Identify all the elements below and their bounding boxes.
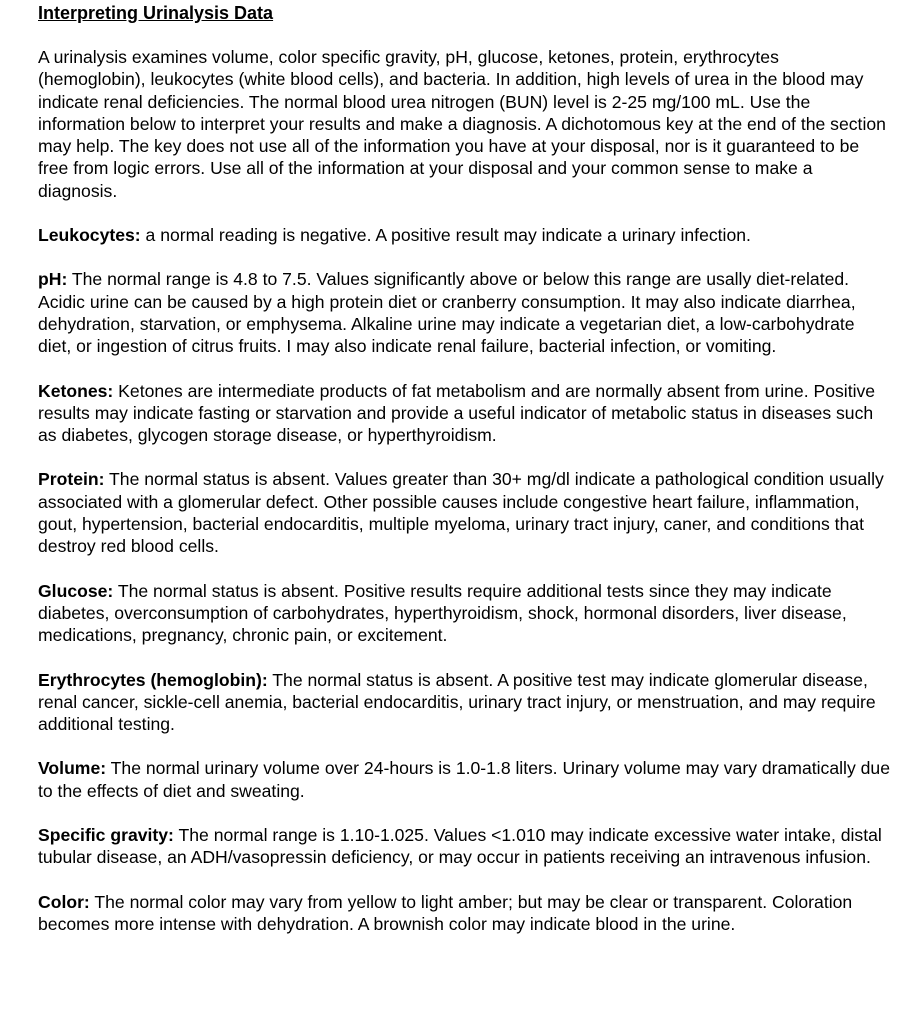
section-specific-gravity bbox=[38, 824, 890, 869]
section-volume bbox=[38, 757, 890, 802]
section-label: Glucose: bbox=[38, 580, 114, 601]
section-text: The normal color may vary from yellow to light amber; but may be clear or transparent. Coloration becomes more intense with dehydration. A brownish color may indicate blood in the urine. bbox=[38, 891, 853, 934]
section-ph bbox=[38, 268, 890, 357]
section-text: The normal range is 1.10-1.025. Values <1.010 may indicate excessive water intake, distal tubular disease, an ADH/vasopressin deficiency, or may occur in patients receiving an intravenous infusion. bbox=[38, 825, 882, 868]
section-color bbox=[38, 891, 890, 936]
section-text: The normal range is 4.8 to 7.5. Values significantly above or below this range are usally diet-related. Acidic urine can be caused by a high protein diet or cranberry consumption. It may also indicate diarrhea, dehydration, starvation, or emphysema. Alkaline urine may indicate a vegetarian diet, a low-carbohydrate diet, or ingestion of citrus fruits. I may also indicate renal failure, bacterial infection, or vomiting. bbox=[38, 269, 856, 357]
section-text: The normal status is absent. Values greater than 30+ mg/dl indicate a pathological condition usually associated with a glomerular defect. Other possible causes include congestive heart failure, inflammation, gout, hypertension, bacterial endocarditis, multiple myeloma, urinary tract injury, caner, and conditions that destroy red blood cells. bbox=[38, 469, 884, 557]
section-label: Ketones: bbox=[38, 380, 114, 401]
section-glucose bbox=[38, 580, 890, 647]
section-leukocytes bbox=[38, 224, 890, 246]
section-text: a normal reading is negative. A positive result may indicate a urinary infection. bbox=[140, 225, 751, 246]
section-text: The normal status is absent. Positive results require additional tests since they may indicate diabetes, overconsumption of carbohydrates, hyperthyroidism, shock, hormonal disorders, liver disease, medications, pregnancy, chronic pain, or excitement. bbox=[38, 580, 847, 646]
section-label: Volume: bbox=[38, 758, 107, 779]
section-label: Erythrocytes (hemoglobin): bbox=[38, 669, 268, 690]
document-page bbox=[38, 2, 890, 957]
section-ketones bbox=[38, 380, 890, 447]
intro-paragraph: A urinalysis examines volume, color specific gravity, pH, glucose, ketones, protein, erythrocytes (hemoglobin), leukocytes (white blood cells), and bacteria. In addition, high levels of urea in the blood may indicate renal deficiencies. The normal blood urea nitrogen (BUN) level is 2-25 mg/100 mL. Use the information below to interpret your results and make a diagnosis. A dichotomous key at the end of the section may help. The key does not use all of the information you have at your disposal, nor is it guaranteed to be free from logic errors. Use all of the information at your disposal and your common sense to make a diagnosis. bbox=[38, 47, 886, 201]
section-text: The normal urinary volume over 24-hours is 1.0-1.8 liters. Urinary volume may vary dramatically due to the effects of diet and sweating. bbox=[38, 758, 890, 801]
document-title: Interpreting Urinalysis Data bbox=[38, 3, 274, 23]
section-erythrocytes bbox=[38, 669, 890, 736]
section-protein bbox=[38, 468, 890, 557]
section-label: pH: bbox=[38, 269, 68, 290]
section-label: Color: bbox=[38, 891, 90, 912]
section-text: Ketones are intermediate products of fat metabolism and are normally absent from urine. Positive results may indicate fasting or starvation and provide a useful indicator of metabolic status in diseases such as diabetes, glycogen storage disease, or hyperthyroidism. bbox=[38, 380, 876, 446]
section-label: Leukocytes: bbox=[38, 225, 141, 246]
section-label: Specific gravity: bbox=[38, 825, 174, 846]
section-label: Protein: bbox=[38, 469, 105, 490]
section-text: The normal status is absent. A positive test may indicate glomerular disease, renal cancer, sickle-cell anemia, bacterial endocarditis, urinary tract injury, or menstruation, and may require additional testing. bbox=[38, 669, 876, 735]
